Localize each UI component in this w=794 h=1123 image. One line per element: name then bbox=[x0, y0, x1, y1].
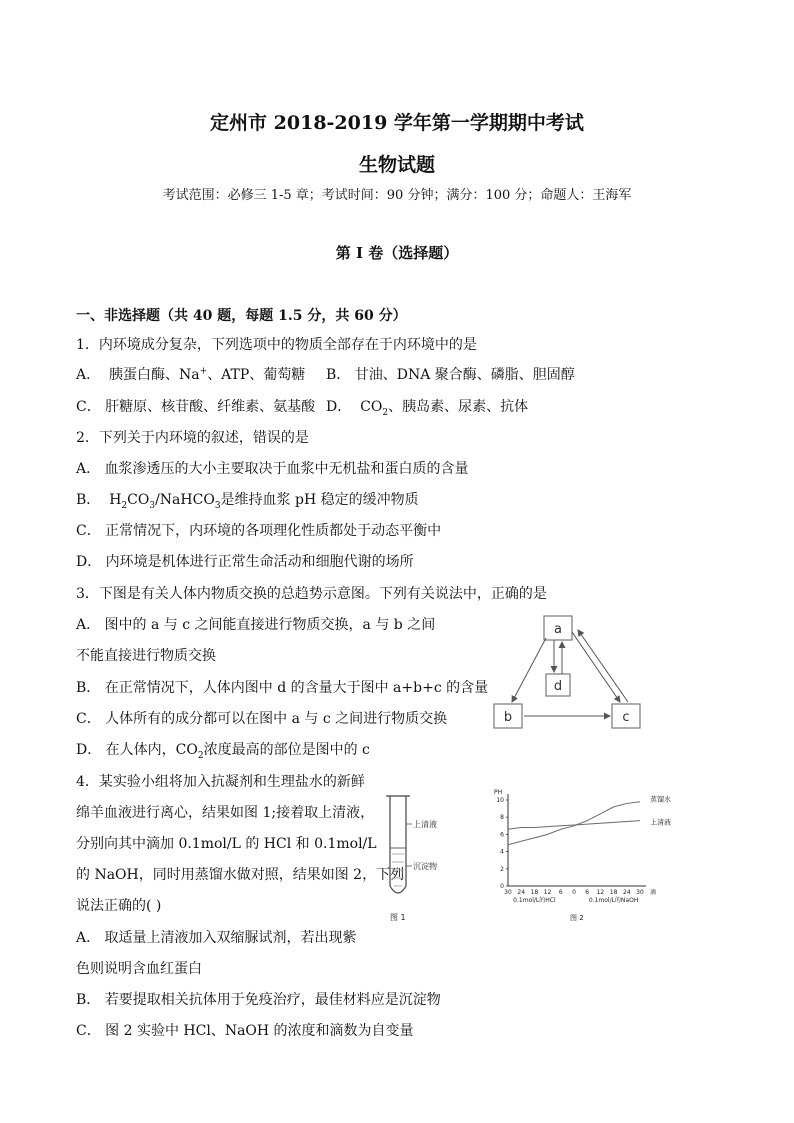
q3-option-b: B． 在正常情况下，人体内图中 d 的含量大于图中 a+b+c 的含量 bbox=[76, 680, 489, 696]
sediment-fill bbox=[392, 854, 404, 886]
y-tick-label: 4 bbox=[500, 848, 504, 856]
q1-option-b: B． 甘油、DNA 聚合酶、磷脂、胆固醇 bbox=[326, 367, 575, 383]
series-label: 上清液 bbox=[650, 818, 671, 827]
x-tick-label: 0 bbox=[572, 889, 576, 896]
q2-option-c: C． 正常情况下，内环境的各项理化性质都处于动态平衡中 bbox=[76, 523, 442, 539]
y-tick-label: 2 bbox=[500, 865, 504, 873]
part-title: 一、非选择题（共 40 题，每题 1.5 分，共 60 分） bbox=[76, 308, 407, 324]
q1-stem: 1．内环境成分复杂，下列选项中的物质全部存在于内环境中的是 bbox=[76, 337, 477, 353]
x-tick-label: 30 bbox=[504, 889, 512, 896]
q1-option-d: D． $CO_2$、胰岛素、尿素、抗体 bbox=[326, 399, 529, 418]
arrow-a-to-c bbox=[572, 632, 620, 702]
q4-stem-line3: 分别向其中滴加 0.1mol/L 的 HCl 和 0.1mol/L bbox=[76, 836, 377, 852]
q3-option-a-line1: A． 图中的 a 与 c 之间能直接进行物质交换，a 与 b 之间 bbox=[76, 617, 436, 633]
series-line-supernatant bbox=[508, 821, 640, 830]
exam-subject: 生物试题 bbox=[358, 154, 435, 176]
y-tick-label: 8 bbox=[500, 814, 504, 822]
y-tick-label: 0 bbox=[500, 883, 504, 890]
q4-option-c: C． 图 2 实验中 HCl、NaOH 的浓度和滴数为自变量 bbox=[76, 1023, 414, 1039]
q3-option-a-line2: 不能直接进行物质交换 bbox=[76, 648, 216, 664]
x-tick-label: 6 bbox=[558, 889, 563, 896]
label-a: a bbox=[554, 622, 562, 637]
figure-2-ph-chart bbox=[484, 786, 716, 926]
q4-stem-line2: 绵羊血液进行离心，结果如图 1;接着取上清液， bbox=[76, 805, 375, 821]
x-tick-label: 18 bbox=[609, 889, 618, 896]
q4-option-b: B． 若要提取相关抗体用于免疫治疗，最佳材料应是沉淀物 bbox=[76, 992, 441, 1008]
upper-label: 上清液 bbox=[413, 820, 437, 829]
x-axis-end-label: 滴 bbox=[650, 889, 657, 896]
label-d: d bbox=[553, 679, 563, 694]
arrow-c-to-a bbox=[578, 630, 628, 702]
x-tick-label: 6 bbox=[585, 889, 590, 896]
q1-options-ab bbox=[76, 364, 575, 384]
q1-option-c: C． 肝糖原、核苷酸、纤维素、氨基酸 bbox=[76, 399, 316, 415]
x-label-hcl: 0.1mol/L的HCl bbox=[513, 897, 556, 904]
q4-option-a-line1: A． 取适量上清液加入双缩脲试剂，若出现紫 bbox=[76, 930, 357, 946]
figure-1-caption: 图 1 bbox=[390, 913, 406, 922]
q1-option-a: A． 胰蛋白酶、Na+、ATP、葡萄糖 bbox=[76, 366, 306, 383]
y-axis-label: PH bbox=[494, 789, 503, 796]
arrow-a-to-b bbox=[512, 638, 546, 702]
exam-title: 定州市 2018-2019 学年第一学期期中考试 bbox=[210, 112, 584, 134]
q2-option-d: D． 内环境是机体进行正常生命活动和细胞代谢的场所 bbox=[76, 554, 414, 570]
x-label-naoh: 0.1mol/L的NaOH bbox=[588, 897, 639, 904]
y-tick-label: 6 bbox=[500, 831, 504, 839]
q4-stem-line5: 说法正确的( ) bbox=[76, 898, 162, 914]
x-tick-label: 30 bbox=[636, 889, 644, 896]
q3-stem: 3．下图是有关人体内物质交换的总趋势示意图。下列有关说法中，正确的是 bbox=[76, 586, 547, 602]
q4-stem-line4: 的 NaOH，同时用蒸馏水做对照，结果如图 2，下列 bbox=[76, 867, 405, 883]
section-title: 第 I 卷（选择题） bbox=[335, 244, 459, 262]
q2-stem: 2．下列关于内环境的叙述，错误的是 bbox=[76, 430, 309, 446]
tube-outline bbox=[390, 796, 406, 893]
label-b: b bbox=[503, 710, 513, 725]
x-tick-label: 18 bbox=[530, 889, 539, 896]
x-tick-label: 24 bbox=[622, 889, 631, 896]
q2-option-a: A． 血浆渗透压的大小主要取决于血浆中无机盐和蛋白质的含量 bbox=[76, 461, 469, 477]
figure-1-tube bbox=[380, 790, 460, 926]
series-line-distilled-water bbox=[508, 802, 640, 845]
label-c: c bbox=[622, 710, 630, 725]
x-tick-label: 12 bbox=[543, 889, 552, 896]
series-label: 蒸馏水 bbox=[650, 795, 671, 804]
y-tick-label: 10 bbox=[496, 797, 504, 804]
exam-meta: 考试范围：必修三 1-5 章；考试时间：90 分钟；满分：100 分；命题人：王海军 bbox=[162, 188, 632, 203]
exchange-diagram bbox=[488, 610, 648, 732]
q2-option-b: B． $H_2CO_3/NaHCO_3$是维持血浆 pH 稳定的缓冲物质 bbox=[76, 492, 419, 511]
x-tick-label: 12 bbox=[596, 889, 605, 896]
q4-stem-line1: 4．某实验小组将加入抗凝剂和生理盐水的新鲜 bbox=[76, 774, 365, 790]
q3-option-d: D． 在人体内，$CO_2$浓度最高的部位是图中的 c bbox=[76, 742, 370, 761]
q1-options-cd bbox=[76, 396, 528, 418]
figure-2-caption: 图 2 bbox=[570, 914, 584, 922]
lower-label: 沉淀物 bbox=[413, 862, 437, 871]
q4-option-a-line2: 色则说明含血红蛋白 bbox=[76, 961, 202, 977]
q3-option-c: C． 人体所有的成分都可以在图中 a 与 c 之间进行物质交换 bbox=[76, 711, 448, 727]
x-tick-label: 24 bbox=[517, 889, 526, 896]
